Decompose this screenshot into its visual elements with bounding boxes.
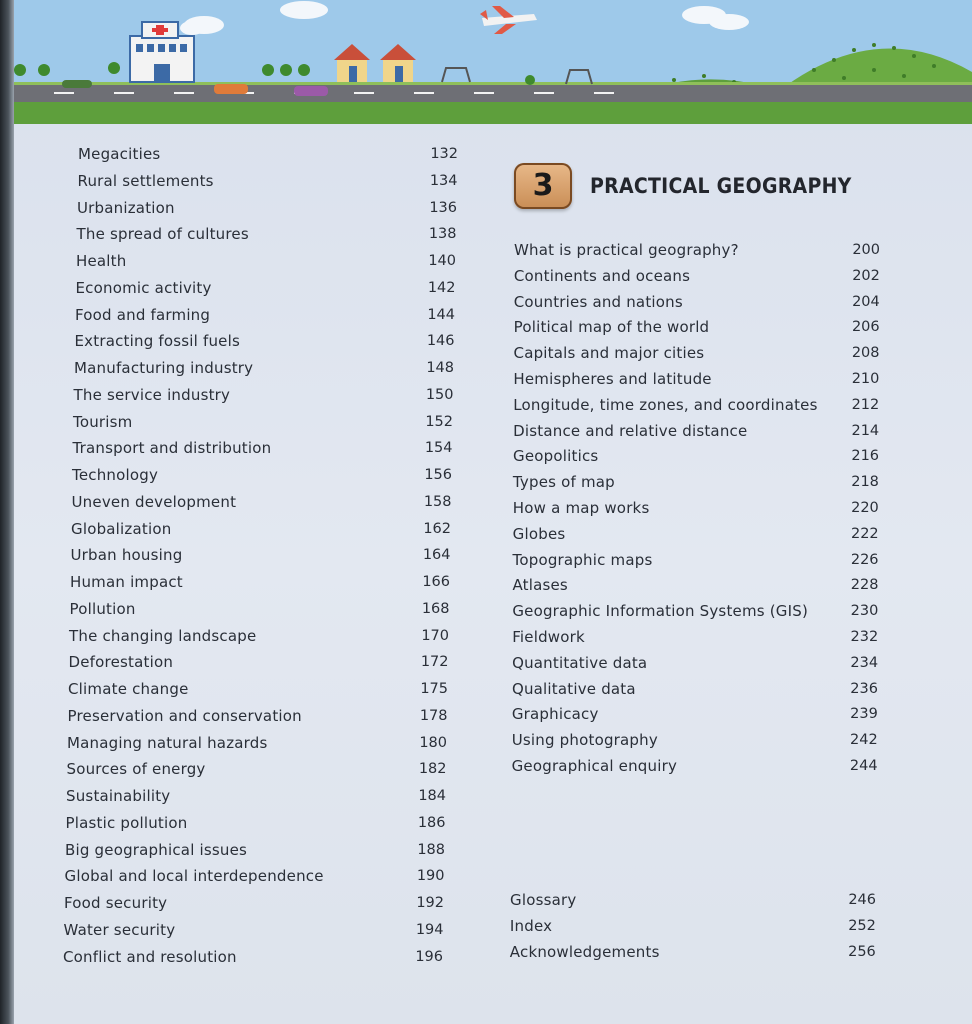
toc-entry-title: Sources of energy [66,760,206,779]
toc-entry-title: Glossary [510,891,577,909]
toc-entry-title: The service industry [73,385,231,404]
toc-entry-page-number: 182 [418,761,447,778]
toc-entry-title: Topographic maps [512,550,653,569]
toc-entry-page-number: 216 [851,448,880,465]
toc-entry-title: Acknowledgements [509,943,660,961]
contents-page [14,0,972,1024]
toc-entry-page-number: 162 [423,520,451,537]
toc-entry-page-number: 218 [851,474,879,491]
toc-entry-title: Graphicacy [511,705,599,724]
toc-entry-title: Water security [63,920,176,939]
toc-entry-page-number: 242 [850,732,878,749]
toc-entry-title: Using photography [511,731,658,750]
toc-entry-title: Fieldwork [512,628,585,646]
toc-entry-title: Rural settlements [77,171,214,190]
toc-entry-page-number: 204 [852,293,880,310]
toc-entry-title: Political map of the world [513,318,710,337]
toc-entry-title: Climate change [68,680,189,698]
toc-entry-page-number: 252 [848,918,876,934]
toc-entry-title: Qualitative data [511,679,636,698]
toc-entry-title: What is practical geography? [514,241,739,259]
toc-entry-page-number: 140 [428,253,456,269]
chapter-title: PRACTICAL GEOGRAPHY [590,174,852,198]
toc-entry-page-number: 222 [850,525,879,542]
toc-entry-page-number: 192 [416,895,444,911]
toc-entry-page-number: 156 [424,467,452,483]
toc-entry-page-number: 210 [851,371,880,387]
toc-entry-page-number: 196 [415,948,443,965]
toc-entry-title: Deforestation [68,653,174,672]
toc-entry-title: Health [76,252,127,270]
toc-entry-title: Longitude, time zones, and coordinates [513,395,818,414]
toc-entry-title: Preservation and conservation [67,706,302,725]
toc-entry-title: Countries and nations [513,292,683,311]
toc-entry-title: Geographic Information Systems (GIS) [512,602,809,621]
toc-entry-title: The spread of cultures [76,225,249,244]
toc-entry-page-number: 146 [426,333,455,350]
toc-entry-page-number: 134 [429,172,458,189]
toc-entry-page-number: 212 [851,396,880,413]
toc-entry-page-number: 190 [416,868,445,885]
toc-entry-title: Hemispheres and latitude [513,370,712,388]
toc-entry-page-number: 175 [420,681,448,697]
toc-entry-title: Quantitative data [512,653,648,672]
toc-entry-title: Uneven development [71,492,237,511]
toc-entry-title: Conflict and resolution [63,947,237,966]
toc-entry-page-number: 226 [850,551,879,568]
toc-entry-page-number: 154 [424,440,453,457]
toc-entry-title: Transport and distribution [72,439,272,458]
toc-entry-page-number: 230 [850,603,879,620]
toc-entry-page-number: 220 [851,500,879,516]
toc-entry-page-number: 148 [426,360,454,376]
toc-entry-title: Types of map [512,473,615,492]
toc-entry-title: Atlases [512,576,568,595]
toc-entry-page-number: 214 [851,422,880,439]
toc-entry-title: Continents and oceans [513,266,691,285]
toc-entry-page-number: 184 [418,788,446,804]
toc-entry-page-number: 194 [415,921,444,938]
toc-entry-page-number: 178 [419,707,448,724]
toc-entry-page-number: 132 [430,146,458,162]
toc-entry-page-number: 246 [848,892,876,908]
toc-entry-page-number: 136 [429,199,457,216]
toc-entry-title: Globes [512,524,566,543]
toc-entry-title: Plastic pollution [65,813,188,832]
toc-entry-page-number: 202 [852,267,880,284]
toc-entry-title: Distance and relative distance [513,421,748,440]
toc-entry-title: Megacities [78,145,161,163]
toc-entry-page-number: 150 [425,386,454,403]
chapter-header [514,162,934,212]
toc-entry-page-number: 206 [851,319,880,336]
banner-illustration [14,0,972,124]
toc-entry-title: Urbanization [77,198,175,217]
toc-entry-title: Food and farming [75,305,211,324]
toc-entry-page-number: 200 [852,242,880,258]
toc-entry-title: Economic activity [75,278,212,297]
toc-entry-page-number: 186 [417,814,446,831]
toc-entry-page-number: 256 [848,944,876,960]
toc-entry-title: Capitals and major cities [513,344,705,363]
toc-entry-title: How a map works [512,499,650,517]
toc-entry-page-number: 188 [417,841,445,858]
toc-entry-title: Globalization [71,519,172,538]
toc-entry-title: Global and local interdependence [64,867,324,886]
toc-entry-title: Managing natural hazards [67,733,268,752]
toc-entry-title: Geopolitics [513,447,599,466]
toc-entry-page-number: 172 [420,654,449,671]
toc-entry-title: Index [509,917,553,935]
toc-entry-title: Urban housing [70,546,183,565]
toc-entry-page-number: 180 [419,734,447,751]
toc-entry-page-number: 144 [427,306,455,323]
toc-entry-title: Geographical enquiry [511,757,678,775]
toc-entry-page-number: 234 [850,654,879,671]
toc-entry-page-number: 142 [427,279,456,296]
toc-entry-page-number: 152 [425,413,453,430]
toc-entry-title: Sustainability [66,787,171,805]
toc-entry-title: Food security [64,894,168,912]
toc-entry-title: Pollution [69,599,136,618]
toc-entry-page-number: 166 [422,574,450,590]
toc-entry-page-number: 168 [421,600,450,617]
toc-entry-title: Big geographical issues [65,840,248,859]
toc-entry-page-number: 208 [851,345,880,362]
toc-entry-page-number: 170 [421,627,449,644]
chapter-number-badge: 3 [514,163,572,209]
toc-entry-page-number: 164 [422,547,451,564]
toc-entry-title: Technology [72,466,159,484]
toc-entry-page-number: 228 [850,577,879,594]
book-spine [0,0,14,1024]
toc-entry-page-number: 236 [850,680,878,697]
toc-entry-title: Human impact [70,573,183,591]
toc-entry-page-number: 232 [850,629,879,645]
toc-entry-title: Extracting fossil fuels [74,332,240,351]
toc-entry-page-number: 158 [423,493,452,510]
toc-entry-title: Manufacturing industry [74,359,254,377]
toc-entry-page-number: 244 [849,758,878,774]
toc-entry-page-number: 239 [850,706,878,723]
toc-entry-page-number: 138 [428,226,457,243]
toc-entry-title: The changing landscape [69,626,257,645]
toc-entry-title: Tourism [73,412,133,431]
